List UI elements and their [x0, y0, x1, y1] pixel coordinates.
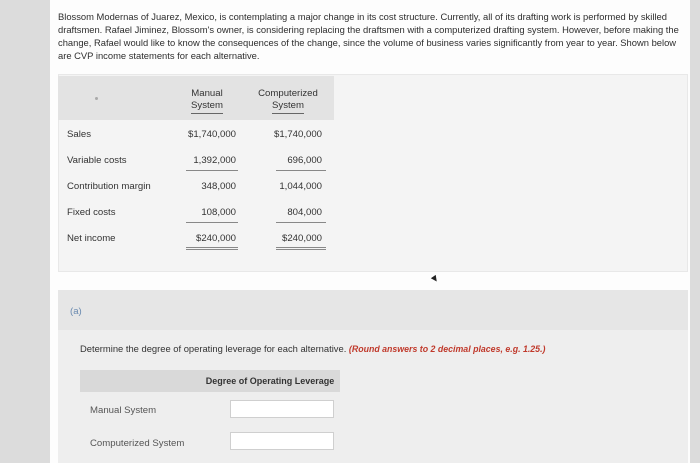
subtotal-rule — [276, 170, 326, 171]
part-a-instruction — [80, 343, 545, 354]
row-label-net-income: Net income — [67, 233, 116, 244]
cell-sales-computerized: $1,740,000 — [273, 129, 322, 140]
dol-column-header: Degree of Operating Leverage — [205, 376, 335, 386]
row-label-fixed-costs: Fixed costs — [67, 207, 116, 218]
cell-cm-manual: 348,000 — [201, 181, 236, 192]
alt-label-computerized: Computerized System — [90, 438, 185, 449]
row-label-variable-costs: Variable costs — [67, 155, 127, 166]
subtotal-rule — [186, 222, 238, 223]
dol-input-manual[interactable] — [230, 400, 334, 418]
row-label-contribution-margin: Contribution margin — [67, 181, 151, 192]
column-header-line1: Manual — [191, 88, 223, 99]
column-header-computerized — [250, 88, 326, 114]
cell-fixed-manual: 108,000 — [201, 207, 236, 218]
column-header-line2: System — [191, 100, 223, 114]
header-dot-icon — [95, 97, 98, 100]
subtotal-rule — [276, 222, 326, 223]
alt-label-manual: Manual System — [90, 405, 157, 416]
cell-sales-manual: $1,740,000 — [187, 129, 236, 140]
instruction-text: Determine the degree of operating leverage for each alternative. — [80, 343, 347, 354]
row-label-sales: Sales — [67, 129, 91, 140]
column-header-line2: System — [272, 100, 304, 114]
problem-intro: Blossom Modernas of Juarez, Mexico, is contemplating a major change in its cost structure. Currently, all of its drafting work is performed by skilled draftsmen. Rafael Jiminez, Blossom's owner, is considering replacing the draftsmen with a computerized drafting system. However, before making the change, Rafael would like to know the consequences of the change, since the volume of business varies significantly from year to year. Shown below are CVP income statements for each alternative. — [58, 11, 679, 61]
subtotal-rule — [186, 170, 238, 171]
cell-variable-computerized: 696,000 — [287, 155, 322, 166]
dol-input-computerized[interactable] — [230, 432, 334, 450]
cell-cm-computerized: 1,044,000 — [279, 181, 322, 192]
cell-ni-manual: $240,000 — [195, 233, 236, 244]
rounding-note: (Round answers to 2 decimal places, e.g. 1.25.) — [348, 344, 546, 354]
cell-ni-computerized: $240,000 — [281, 233, 322, 244]
cell-variable-manual: 1,392,000 — [193, 155, 236, 166]
column-header-line1: Computerized — [258, 88, 318, 99]
cell-fixed-computerized: 804,000 — [287, 207, 322, 218]
part-a-header — [58, 290, 688, 330]
part-a-label: (a) — [70, 306, 82, 317]
column-header-manual — [176, 88, 238, 114]
total-double-rule — [186, 247, 238, 250]
total-double-rule — [276, 247, 326, 250]
